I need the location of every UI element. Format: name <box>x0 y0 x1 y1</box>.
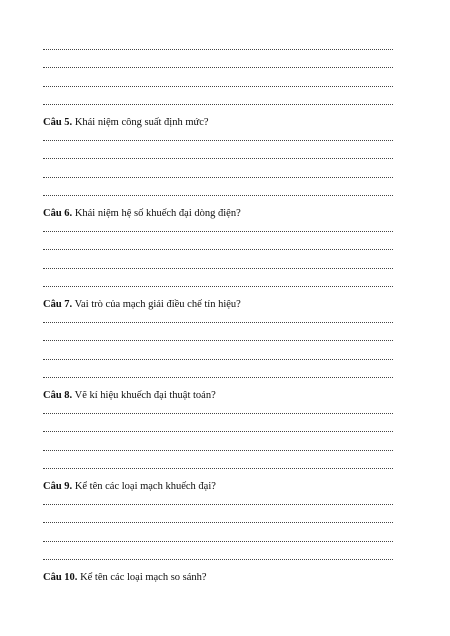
question-number: Câu 6. <box>43 208 73 219</box>
answer-line <box>43 377 393 378</box>
answer-line <box>43 359 393 360</box>
question-number: Câu 9. <box>43 481 73 492</box>
answer-line <box>43 522 393 523</box>
answer-line <box>43 195 393 196</box>
answer-line <box>43 322 393 323</box>
answer-line <box>43 177 393 178</box>
question-text: Kể tên các loại mạch khuếch đại? <box>74 481 216 492</box>
answer-line <box>43 86 393 87</box>
question-7 <box>43 299 241 311</box>
answer-line <box>43 140 393 141</box>
answer-line <box>43 231 393 232</box>
question-number: Câu 10. <box>43 572 78 583</box>
question-number: Câu 7. <box>43 299 73 310</box>
question-text: Vai trò của mạch giải điều chế tín hiệu? <box>74 299 241 310</box>
answer-line <box>43 559 393 560</box>
question-10 <box>43 572 207 584</box>
answer-line <box>43 431 393 432</box>
question-8 <box>43 390 216 402</box>
answer-line <box>43 413 393 414</box>
answer-line <box>43 67 393 68</box>
answer-line <box>43 49 393 50</box>
answer-line <box>43 268 393 269</box>
answer-line <box>43 340 393 341</box>
question-number: Câu 8. <box>43 390 73 401</box>
question-5 <box>43 117 209 129</box>
question-text: Khái niệm công suất định mức? <box>74 117 209 128</box>
answer-line <box>43 504 393 505</box>
question-number: Câu 5. <box>43 117 73 128</box>
question-9 <box>43 481 216 493</box>
answer-line <box>43 286 393 287</box>
answer-line <box>43 541 393 542</box>
answer-line <box>43 104 393 105</box>
answer-line <box>43 468 393 469</box>
question-text: Kể tên các loại mạch so sánh? <box>80 572 207 583</box>
question-text: Vẽ kí hiệu khuếch đại thuật toán? <box>74 390 216 401</box>
answer-line <box>43 450 393 451</box>
question-text: Khái niệm hệ số khuếch đại dòng điện? <box>74 208 241 219</box>
answer-line <box>43 158 393 159</box>
answer-line <box>43 249 393 250</box>
question-6 <box>43 208 241 220</box>
